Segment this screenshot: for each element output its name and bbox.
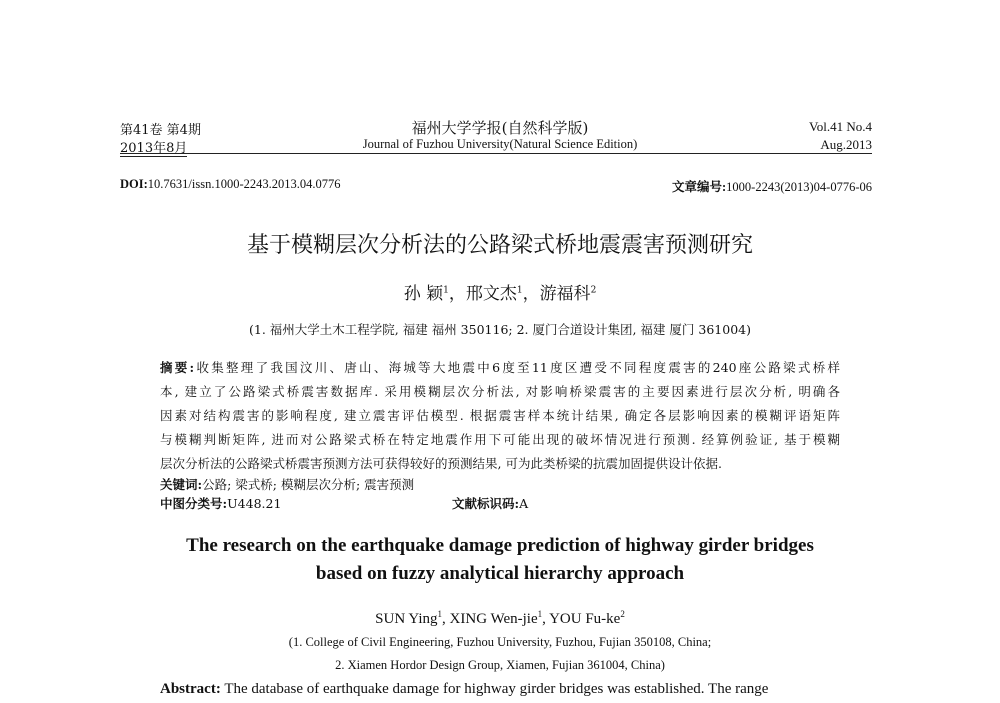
affiliation-cn: (1. 福州大学土木工程学院, 福建 福州 350116; 2. 厦门合道设计集团, 福建 厦门 361004) [249,322,751,337]
abstract-line: 与模糊判断矩阵, 进而对公路梁式桥在特定地震作用下可能出现的破坏情况进行预测. 经算例验证, 基于模糊 [160,432,840,447]
clc-number [160,494,281,512]
abstract-line: 本, 建立了公路梁式桥震害数据库. 采用模糊层次分析法, 对影响桥梁震害的主要因素进行层次分析, 明确各 [160,384,840,399]
abstract-line: 因素对结构震害的影响程度, 建立震害评估模型. 根据震害样本统计结果, 确定各层影响因素的模糊评语矩阵 [160,408,840,423]
volume-cn: 第41卷 第4期 [120,123,201,138]
document-code [452,494,528,512]
author-sup: 2 [590,285,597,296]
author-name: YOU Fu-ke [549,611,621,627]
volume-en: Vol.41 No.4 [809,119,872,134]
author-name: 孙 颖 [403,284,444,304]
authors-cn: 孙 颖$^1$，邢文杰$^1$，游福科$^2$ [403,284,597,304]
author-name: SUN Ying [375,611,438,627]
author-name: XING Wen-jie [449,611,538,627]
abstract-en-text: The database of earthquake damage for highway girder bridges was established. The range [224,681,769,697]
document-code-value: A [519,496,529,511]
author-sup: 1 [516,285,523,296]
authors-en: SUN Ying$^1$, XING Wen-jie$^1$, YOU $Fu-ke^2$ [375,609,625,627]
article-number-label: 文章编号: [672,180,727,194]
keywords-cn [160,475,414,493]
abstract-en-label: Abstract: [160,681,221,697]
doi [120,177,341,192]
title-cn: 基于模糊层次分析法的公路梁式桥地震震害预测研究 [246,233,753,258]
abstract-line [160,358,840,376]
article-number [672,177,872,195]
affiliation-en-line: (1. College of Civil Engineering, Fuzhou University, Fuzhou, Fujian 350108, China; [288,635,712,649]
date-cn: 2013年8月 [120,137,187,157]
abstract-label: 摘要: [160,360,195,375]
affiliation-en-line: 2. Xiamen Hordor Design Group, Xiamen, Fujian 361004, China) [335,658,665,672]
journal-title-en: Journal of Fuzhou University(Natural Science Edition) [362,137,638,151]
author-sup: 2 [620,609,625,619]
author-name: 邢文杰 [465,284,517,304]
date-en: Aug.2013 [820,137,872,152]
abstract-text: 收集整理了我国汶川、唐山、海城等大地震中6度至11度区遭受不同程度震害的240座公路梁式桥样 [194,360,840,375]
clc-value: U448.21 [227,496,282,511]
title-en-line: based on fuzzy analytical hierarchy approach [315,563,685,584]
title-en-line: The research on the earthquake damage prediction of highway girder bridges [186,535,814,556]
clc-label: 中图分类号: [160,496,228,511]
doi-value: 10.7631/issn.1000-2243.2013.04.0776 [147,177,341,191]
author-sup: 1 [443,285,449,296]
abstract-line: 层次分析法的公路梁式桥震害预测方法可获得较好的预测结果, 可为此类桥梁的抗震加固提供设计依据. [160,456,722,471]
journal-title-cn: 福州大学学报(自然科学版) [411,119,589,137]
author-sup: 1 [537,609,543,619]
keywords-label: 关键词: [160,477,203,492]
header-rule [120,153,872,154]
article-number-value: 1000-2243(2013)04-0776-06 [726,180,872,194]
author-name: 游福科 [539,284,591,304]
author-sup: 1 [437,609,443,619]
keywords-value: 公路; 梁式桥; 模糊层次分析; 震害预测 [202,477,415,492]
abstract-en [160,681,768,698]
document-code-label: 文献标识码: [452,496,520,511]
doi-label: DOI: [120,177,148,191]
